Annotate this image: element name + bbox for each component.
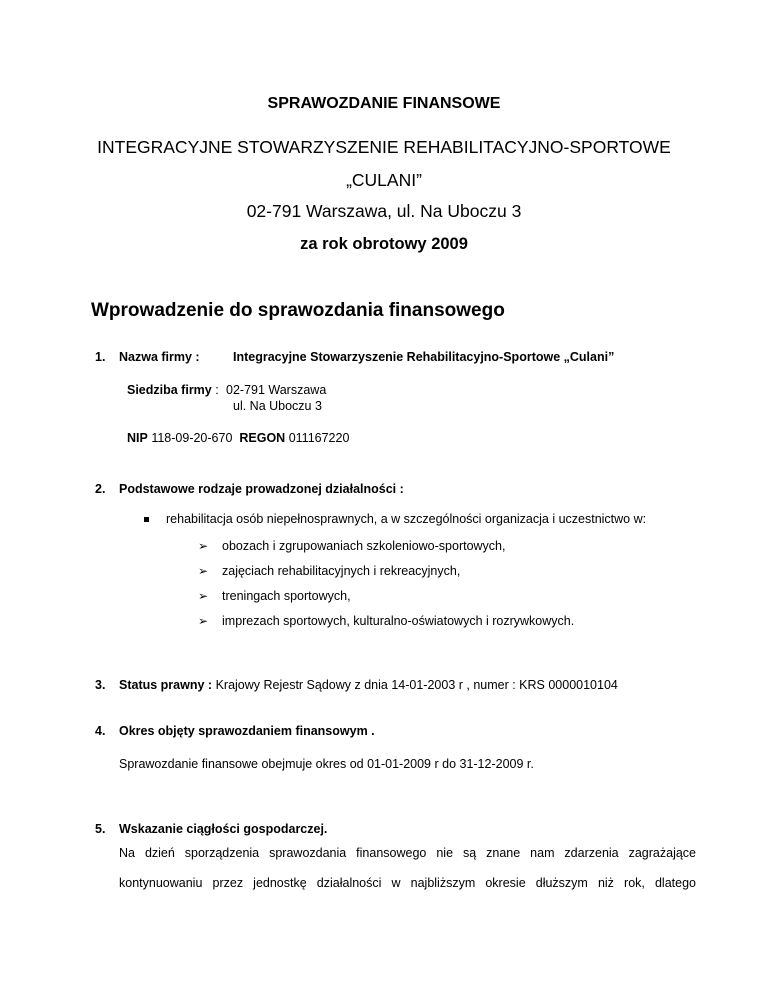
activity-item: zajęciach rehabilitacyjnych i rekreacyjnych,	[222, 564, 461, 578]
activity-item: obozach i zgrupowaniach szkoleniowo-sportowych,	[222, 539, 506, 553]
section-3-value: Krajowy Rejestr Sądowy z dnia 14-01-2003 r , numer : KRS 0000010104	[215, 678, 618, 692]
registration-ids	[127, 431, 349, 445]
activity-item: imprezach sportowych, kulturalno-oświatowych i rozrywkowych.	[222, 614, 575, 628]
seat-address-line-2: ul. Na Uboczu 3	[233, 399, 322, 413]
seat-label: Siedziba firmy	[127, 383, 212, 397]
intro-heading: Wprowadzenie do sprawozdania finansowego	[91, 300, 505, 321]
section-2-label: Podstawowe rodzaje prowadzonej działalności :	[119, 482, 404, 496]
arrow-bullet-icon: ➢	[198, 564, 209, 578]
section-4-number: 4.	[95, 724, 106, 738]
section-5-number: 5.	[95, 822, 106, 836]
section-1-value: Integracyjne Stowarzyszenie Rehabilitacyjno-Sportowe „Culani”	[233, 350, 615, 364]
arrow-bullet-icon: ➢	[198, 614, 209, 628]
section-3-number: 3.	[95, 678, 106, 692]
section-3-label: Status prawny :	[119, 678, 213, 692]
seat-line	[127, 383, 219, 397]
fiscal-year: za rok obrotowy 2009	[300, 235, 468, 253]
section-4-label: Okres objęty sprawozdaniem finansowym .	[119, 724, 375, 738]
section-5-label: Wskazanie ciągłości gospodarczej.	[119, 822, 328, 836]
arrow-bullet-icon: ➢	[198, 589, 209, 603]
organization-short-name: „CULANI”	[346, 170, 422, 190]
activity-main-bullet: rehabilitacja osób niepełnosprawnych, a w szczególności organizacja i uczestnictwo w:	[166, 512, 647, 526]
organization-name: INTEGRACYJNE STOWARZYSZENIE REHABILITACYJNO-SPORTOWE	[97, 137, 671, 157]
section-2-number: 2.	[95, 482, 106, 496]
document-title: SPRAWOZDANIE FINANSOWE	[267, 95, 501, 112]
section-4-text: Sprawozdanie finansowe obejmuje okres od 01-01-2009 r do 31-12-2009 r.	[119, 757, 534, 771]
square-bullet-icon	[144, 517, 149, 522]
section-3-line	[119, 678, 618, 692]
section-5-paragraph-line-1: Na dzień sporządzenia sprawozdania finansowego nie są znane nam zdarzenia zagrażające	[119, 846, 696, 860]
arrow-bullet-icon: ➢	[198, 539, 209, 553]
activity-item: treningach sportowych,	[222, 589, 351, 603]
nip-label: NIP	[127, 431, 148, 445]
section-1-label: Nazwa firmy :	[119, 350, 200, 364]
section-5-paragraph-line-2: kontynuowaniu przez jednostkę działalności w najbliższym okresie dłuższym niż rok, dlatego	[119, 876, 696, 890]
regon-value: 011167220	[288, 431, 350, 445]
seat-address-line-1: 02-791 Warszawa	[226, 383, 327, 397]
nip-value: 118-09-20-670	[151, 431, 233, 445]
organization-address: 02-791 Warszawa, ul. Na Uboczu 3	[246, 201, 522, 221]
seat-separator: :	[211, 383, 219, 397]
regon-label: REGON	[239, 431, 286, 445]
section-1-number: 1.	[95, 350, 106, 364]
